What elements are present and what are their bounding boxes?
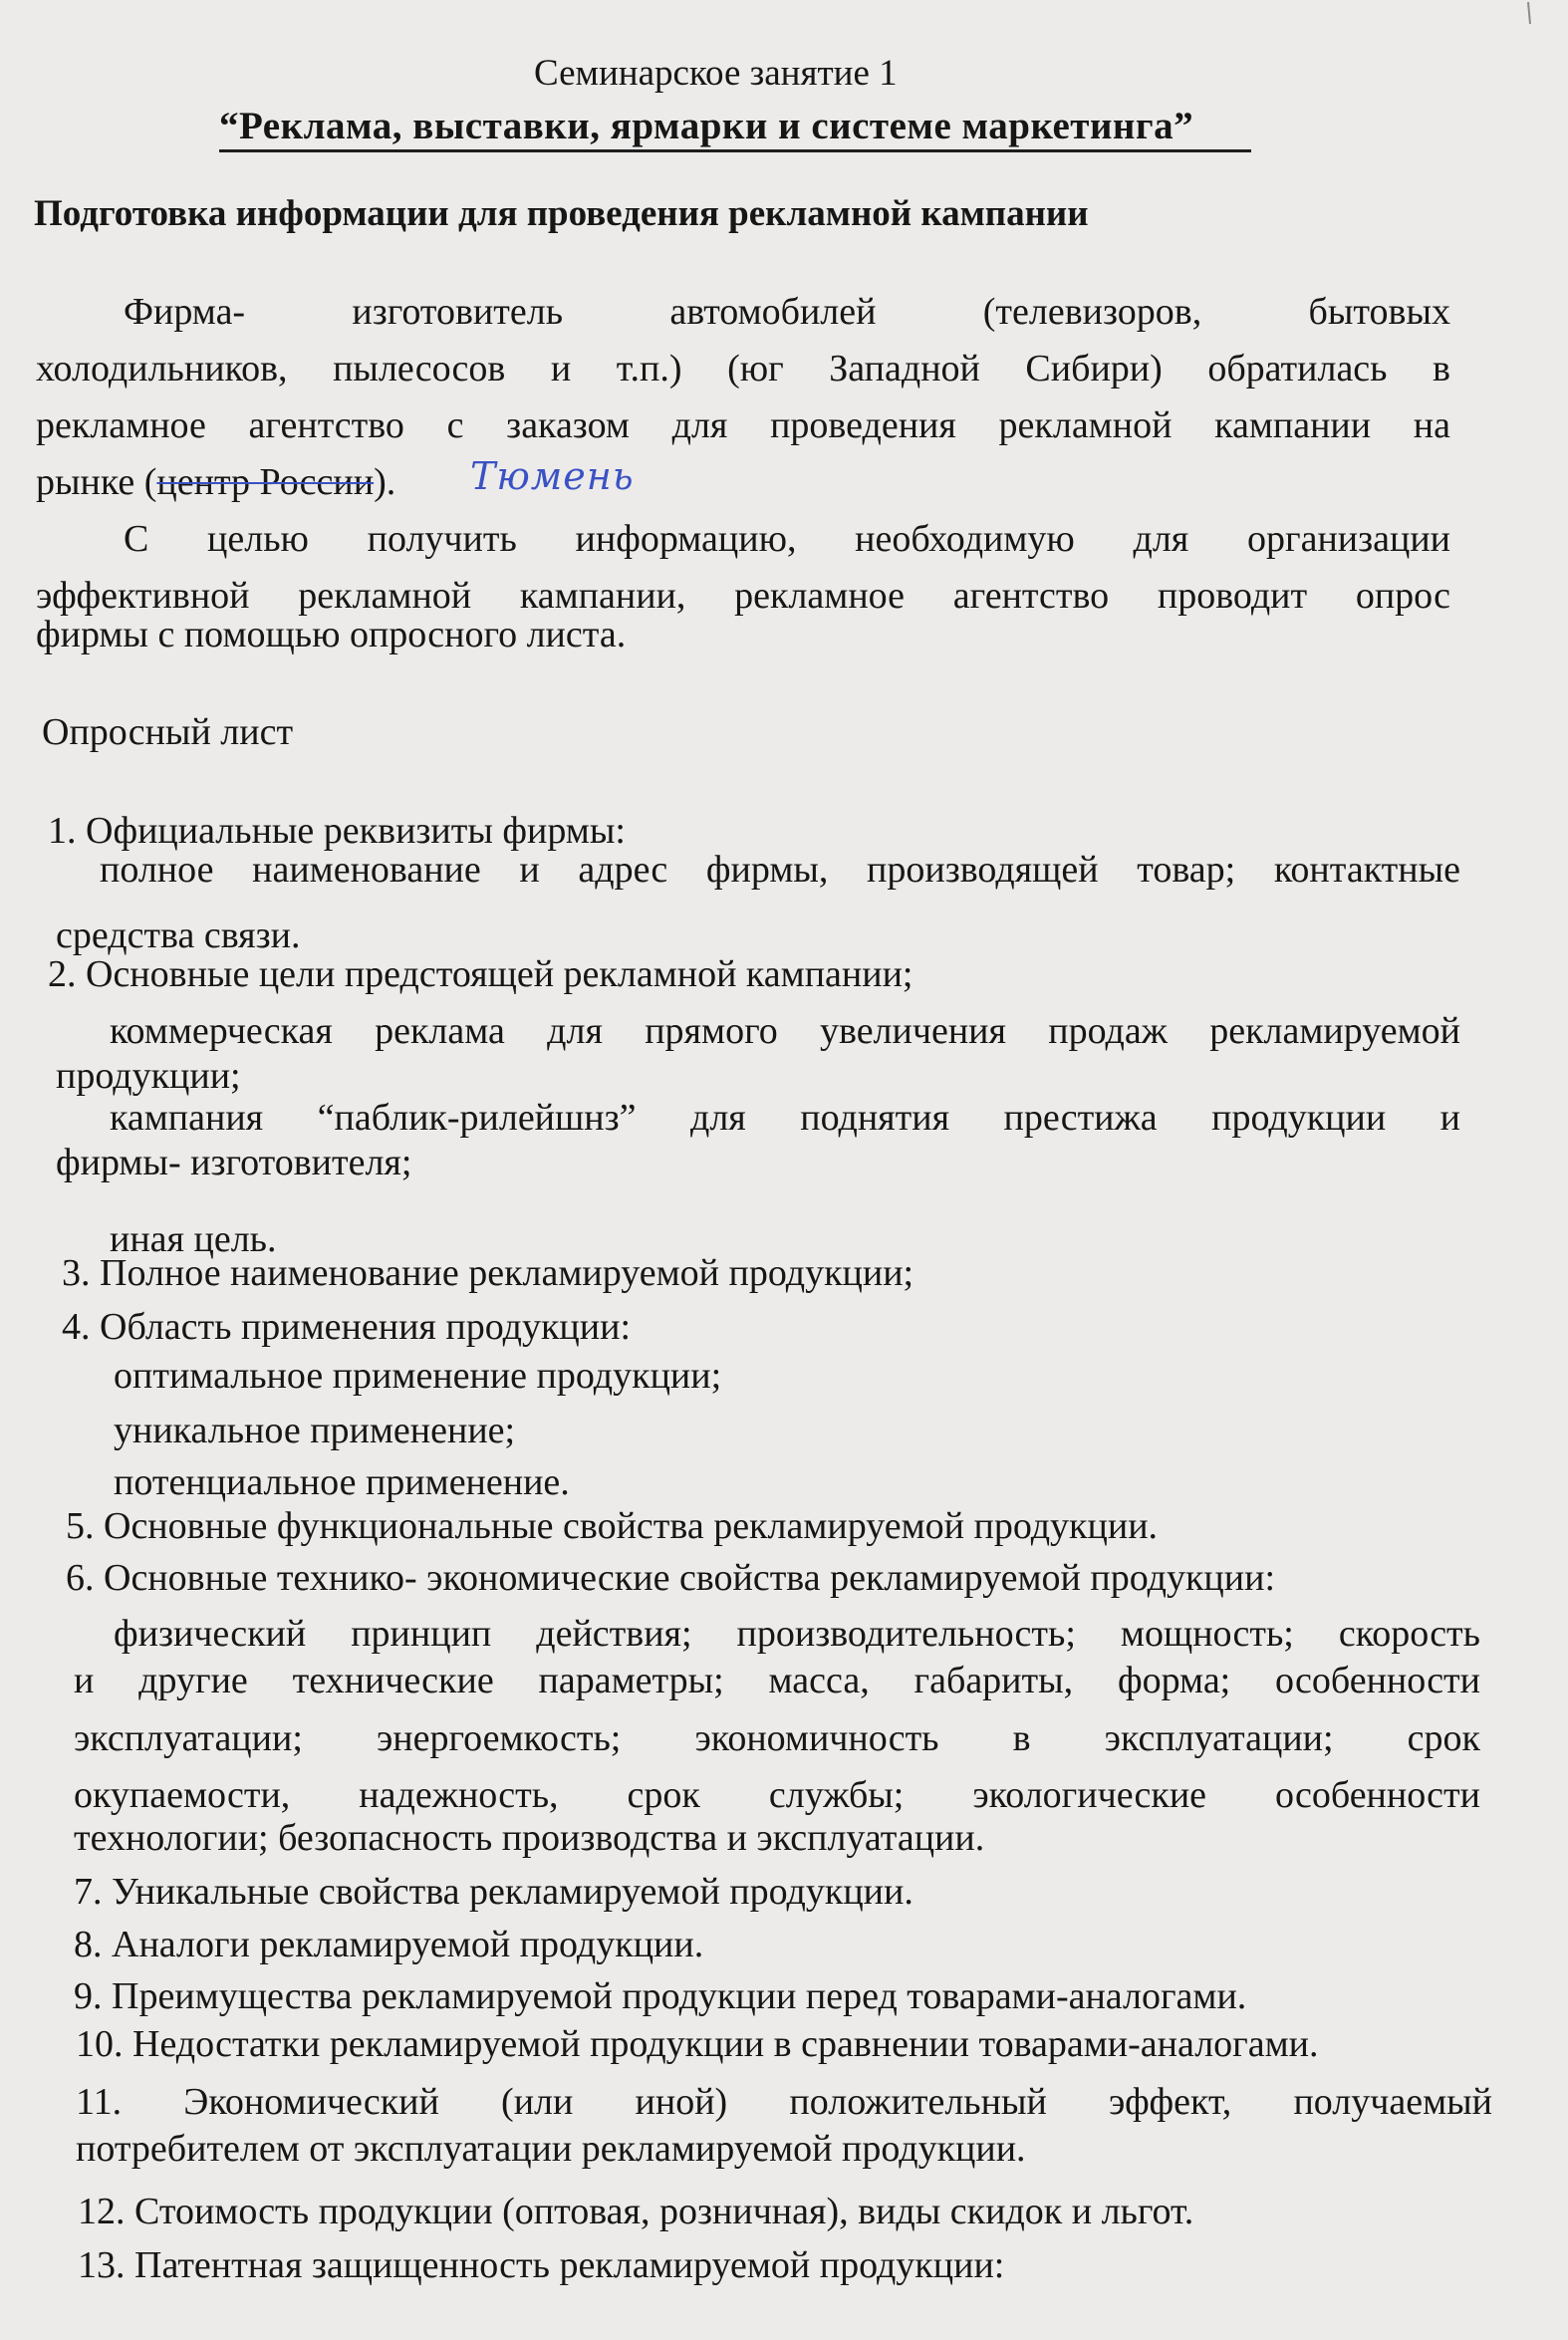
questionnaire-line: 6. Основные технико- экономические свойства рекламируемой продукции: bbox=[66, 1557, 1275, 1599]
intro-line: Фирма- изготовитель автомобилей (телевизоров, бытовых bbox=[124, 291, 1450, 333]
questionnaire-line: полное наименование и адрес фирмы, производящей товар; контактные bbox=[100, 849, 1460, 891]
questionnaire-line: технологии; безопасность производства и эксплуатации. bbox=[74, 1817, 985, 1859]
questionnaire-line: коммерческая реклама для прямого увеличения продаж рекламируемой bbox=[110, 1010, 1460, 1052]
questionnaire-line: 2. Основные цели предстоящей рекламной кампании; bbox=[48, 953, 914, 995]
questionnaire-line: потенциальное применение. bbox=[114, 1461, 570, 1503]
pencil-mark-icon bbox=[1488, 0, 1538, 30]
questionnaire-line: 1. Официальные реквизиты фирмы: bbox=[48, 810, 626, 852]
questionnaire-line: кампания “паблик-рилейшнз” для поднятия престижа продукции и bbox=[110, 1097, 1460, 1139]
seminar-title: Семинарское занятие 1 bbox=[534, 53, 898, 94]
questionnaire-line: фирмы- изготовителя; bbox=[56, 1142, 412, 1183]
seminar-topic: “Реклама, выставки, ярмарки и системе маркетинга” bbox=[219, 105, 1194, 147]
questionnaire-line: физический принцип действия; производительность; мощность; скорость bbox=[114, 1613, 1480, 1655]
intro-line: фирмы с помощью опросного листа. bbox=[36, 614, 627, 655]
intro-last-suffix: ). bbox=[374, 461, 396, 503]
questionnaire-line: окупаемости, надежность, срок службы; экологические особенности bbox=[74, 1774, 1480, 1816]
questionnaire-line: 9. Преимущества рекламируемой продукции перед товарами-аналогами. bbox=[74, 1975, 1247, 2017]
intro-line: С целью получить информацию, необходимую для организации bbox=[124, 518, 1450, 560]
questionnaire-line: 13. Патентная защищенность рекламируемой продукции: bbox=[78, 2244, 1005, 2286]
section-heading: Подготовка информации для проведения рекламной кампании bbox=[34, 193, 1089, 234]
questionnaire-line: средства связи. bbox=[56, 914, 301, 956]
struck-region-text: центр России bbox=[156, 461, 375, 503]
questionnaire-line: потребителем от эксплуатации рекламируемой продукции. bbox=[76, 2128, 1026, 2170]
handwritten-correction: Тюмень bbox=[470, 454, 635, 498]
questionnaire-line: 5. Основные функциональные свойства рекламируемой продукции. bbox=[66, 1505, 1159, 1547]
questionnaire-line: иная цель. bbox=[110, 1218, 277, 1260]
questionnaire-line: оптимальное применение продукции; bbox=[114, 1355, 722, 1397]
intro-last-line bbox=[36, 460, 395, 504]
intro-line: рекламное агентство с заказом для проведения рекламной кампании на bbox=[36, 404, 1450, 446]
questionnaire-line: 11. Экономический (или иной) положительный эффект, получаемый bbox=[76, 2081, 1492, 2123]
questionnaire-title: Опросный лист bbox=[42, 711, 294, 753]
questionnaire-line: 8. Аналоги рекламируемой продукции. bbox=[74, 1924, 704, 1965]
intro-line: эффективной рекламной кампании, рекламное агентство проводит опрос bbox=[36, 575, 1450, 617]
topic-underline bbox=[219, 149, 1251, 152]
intro-last-prefix: рынке ( bbox=[36, 461, 157, 503]
questionnaire-line: 10. Недостатки рекламируемой продукции в сравнении товарами-аналогами. bbox=[76, 2023, 1319, 2065]
questionnaire-line: 12. Стоимость продукции (оптовая, розничная), виды скидок и льгот. bbox=[78, 2191, 1194, 2232]
questionnaire-line: и другие технические параметры; масса, габариты, форма; особенности bbox=[74, 1660, 1480, 1701]
questionnaire-line: уникальное применение; bbox=[114, 1410, 516, 1451]
questionnaire-line: эксплуатации; энергоемкость; экономичность в эксплуатации; срок bbox=[74, 1717, 1480, 1759]
questionnaire-line: 4. Область применения продукции: bbox=[62, 1306, 632, 1348]
questionnaire-line: 3. Полное наименование рекламируемой продукции; bbox=[62, 1252, 915, 1294]
intro-line: холодильников, пылесосов и т.п.) (юг Западной Сибири) обратилась в bbox=[36, 348, 1450, 390]
questionnaire-line: продукции; bbox=[56, 1055, 241, 1097]
questionnaire-line: 7. Уникальные свойства рекламируемой продукции. bbox=[74, 1871, 914, 1913]
